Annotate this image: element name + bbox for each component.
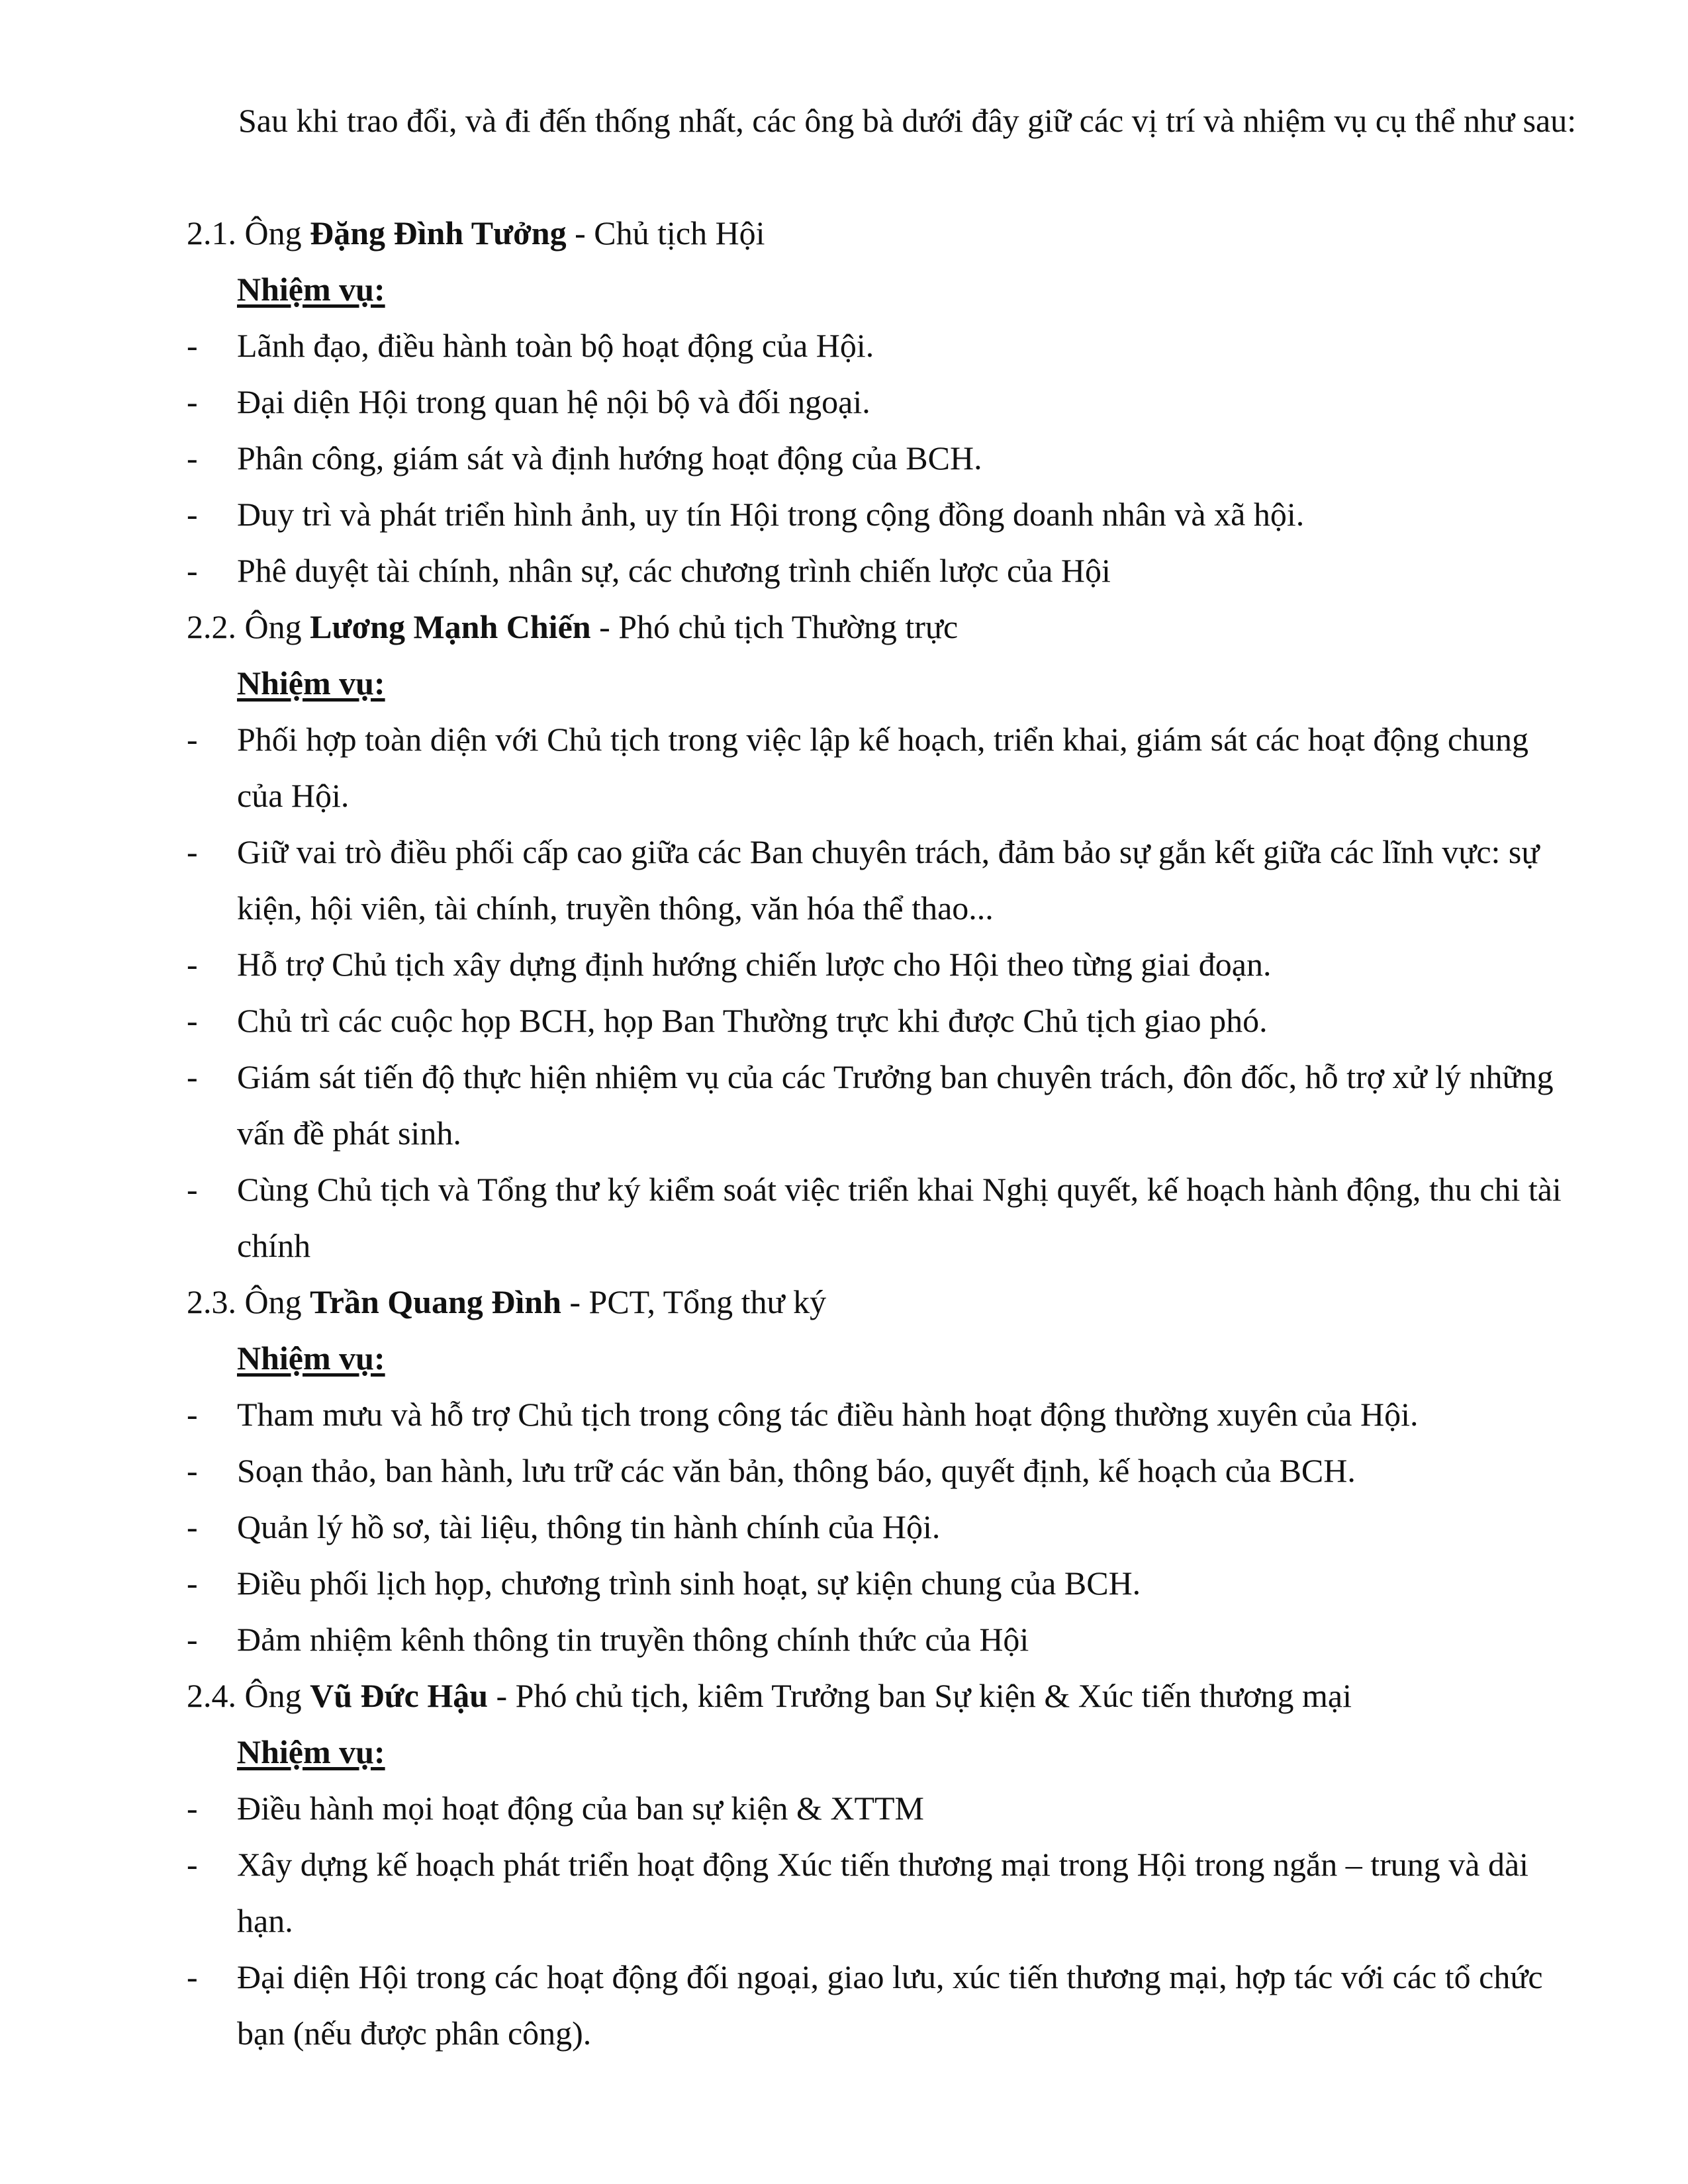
duty-item [139,993,1582,1049]
duty-item [139,486,1582,543]
duty-text: Đảm nhiệm kênh thông tin truyền thông chính thức của Hội [237,1621,1029,1658]
duty-text: Quản lý hồ sơ, tài liệu, thông tin hành chính của Hội. [237,1508,941,1545]
bullet-dash: - [187,1790,198,1827]
bullet-dash: - [187,383,198,420]
duty-item [139,1555,1582,1612]
duty-text: Tham mưu và hỗ trợ Chủ tịch trong công tác điều hành hoạt động thường xuyên của Hội. [237,1396,1419,1433]
section-number: 2.4. Ông [187,1677,310,1714]
duty-item [139,1837,1582,1949]
duty-item [139,1949,1582,2062]
duty-text: Hỗ trợ Chủ tịch xây dựng định hướng chiến lược cho Hội theo từng giai đoạn. [237,946,1272,983]
bullet-dash: - [187,1058,198,1095]
section-number: 2.3. Ông [187,1283,310,1320]
duty-item [139,1499,1582,1555]
person-name: Trần Quang Đình [310,1283,561,1320]
bullet-dash: - [187,496,198,533]
duty-list [139,711,1582,1274]
duty-text: Đại diện Hội trong các hoạt động đối ngoại, giao lưu, xúc tiến thương mại, hợp tác với các tổ chức bạn (nếu được phân công). [237,1958,1543,2052]
duty-item [139,1443,1582,1499]
duty-label: Nhiệm vụ: [237,1733,385,1770]
duty-label: Nhiệm vụ: [237,271,385,308]
duty-item [139,1780,1582,1837]
bullet-dash: - [187,327,198,364]
duty-text: Xây dựng kế hoạch phát triển hoạt động Xúc tiến thương mại trong Hội trong ngắn – trung và dài hạn. [237,1846,1529,1939]
duty-text: Cùng Chủ tịch và Tổng thư ký kiểm soát việc triển khai Nghị quyết, kế hoạch hành động, thu chi tài chính [237,1171,1562,1264]
duty-item [139,1049,1582,1161]
section-2-3 [139,1274,1582,1668]
bullet-dash: - [187,946,198,983]
bullet-dash: - [187,1002,198,1039]
person-role: - PCT, Tổng thư ký [561,1283,827,1320]
person-role: - Phó chủ tịch, kiêm Trưởng ban Sự kiện & Xúc tiến thương mại [488,1677,1352,1714]
bullet-dash: - [187,833,198,870]
duty-text: Lãnh đạo, điều hành toàn bộ hoạt động của Hội. [237,327,874,364]
section-heading [139,1668,1582,1724]
duty-text: Điều phối lịch họp, chương trình sinh hoạt, sự kiện chung của BCH. [237,1565,1141,1602]
duty-item [139,430,1582,486]
person-name: Lương Mạnh Chiến [310,608,591,645]
bullet-dash: - [187,552,198,589]
duty-text: Soạn thảo, ban hành, lưu trữ các văn bản, thông báo, quyết định, kế hoạch của BCH. [237,1452,1356,1489]
duty-item [139,374,1582,430]
bullet-dash: - [187,1171,198,1208]
duty-item [139,824,1582,936]
bullet-dash: - [187,1565,198,1602]
section-2-1 [139,205,1582,599]
person-role: - Chủ tịch Hội [566,214,765,251]
bullet-dash: - [187,1958,198,1995]
section-heading [139,1274,1582,1330]
duty-list [139,1780,1582,2062]
bullet-dash: - [187,439,198,477]
section-number: 2.1. Ông [187,214,310,251]
person-role: - Phó chủ tịch Thường trực [590,608,959,645]
duty-label: Nhiệm vụ: [237,1340,385,1377]
section-number: 2.2. Ông [187,608,310,645]
duty-text: Điều hành mọi hoạt động của ban sự kiện & XTTM [237,1790,925,1827]
duty-list [139,318,1582,599]
duty-text: Phê duyệt tài chính, nhân sự, các chương trình chiến lược của Hội [237,552,1111,589]
duty-item [139,1387,1582,1443]
section-heading [139,205,1582,261]
bullet-dash: - [187,721,198,758]
bullet-dash: - [187,1846,198,1883]
duty-label: Nhiệm vụ: [237,664,385,702]
duty-text: Chủ trì các cuộc họp BCH, họp Ban Thường trực khi được Chủ tịch giao phó. [237,1002,1268,1039]
person-name: Đặng Đình Tưởng [310,214,567,251]
section-heading [139,599,1582,655]
duty-text: Giữ vai trò điều phối cấp cao giữa các Ban chuyên trách, đảm bảo sự gắn kết giữa các lĩnh vực: sự kiện, hội viên, tài chính, truyền thông, văn hóa thể thao... [237,833,1540,927]
duty-item [139,1612,1582,1668]
bullet-dash: - [187,1508,198,1545]
section-2-4 [139,1668,1582,2062]
duty-text: Đại diện Hội trong quan hệ nội bộ và đối ngoại. [237,383,870,420]
duty-text: Giám sát tiến độ thực hiện nhiệm vụ của các Trưởng ban chuyên trách, đôn đốc, hỗ trợ xử lý những vấn đề phát sinh. [237,1058,1554,1152]
person-name: Vũ Đức Hậu [310,1677,489,1714]
duty-item [139,936,1582,993]
bullet-dash: - [187,1452,198,1489]
duty-text: Phân công, giám sát và định hướng hoạt động của BCH. [237,439,982,477]
duty-item [139,711,1582,824]
duty-item [139,543,1582,599]
duty-item [139,1161,1582,1274]
duty-list [139,1387,1582,1668]
bullet-dash: - [187,1621,198,1658]
intro-paragraph: Sau khi trao đổi, và đi đến thống nhất, các ông bà dưới đây giữ các vị trí và nhiệm vụ cụ thể như sau: [238,102,1577,139]
section-2-2 [139,599,1582,1274]
duty-text: Phối hợp toàn diện với Chủ tịch trong việc lập kế hoạch, triển khai, giám sát các hoạt động chung của Hội. [237,721,1529,814]
duty-item [139,318,1582,374]
duty-text: Duy trì và phát triển hình ảnh, uy tín Hội trong cộng đồng doanh nhân và xã hội. [237,496,1305,533]
bullet-dash: - [187,1396,198,1433]
